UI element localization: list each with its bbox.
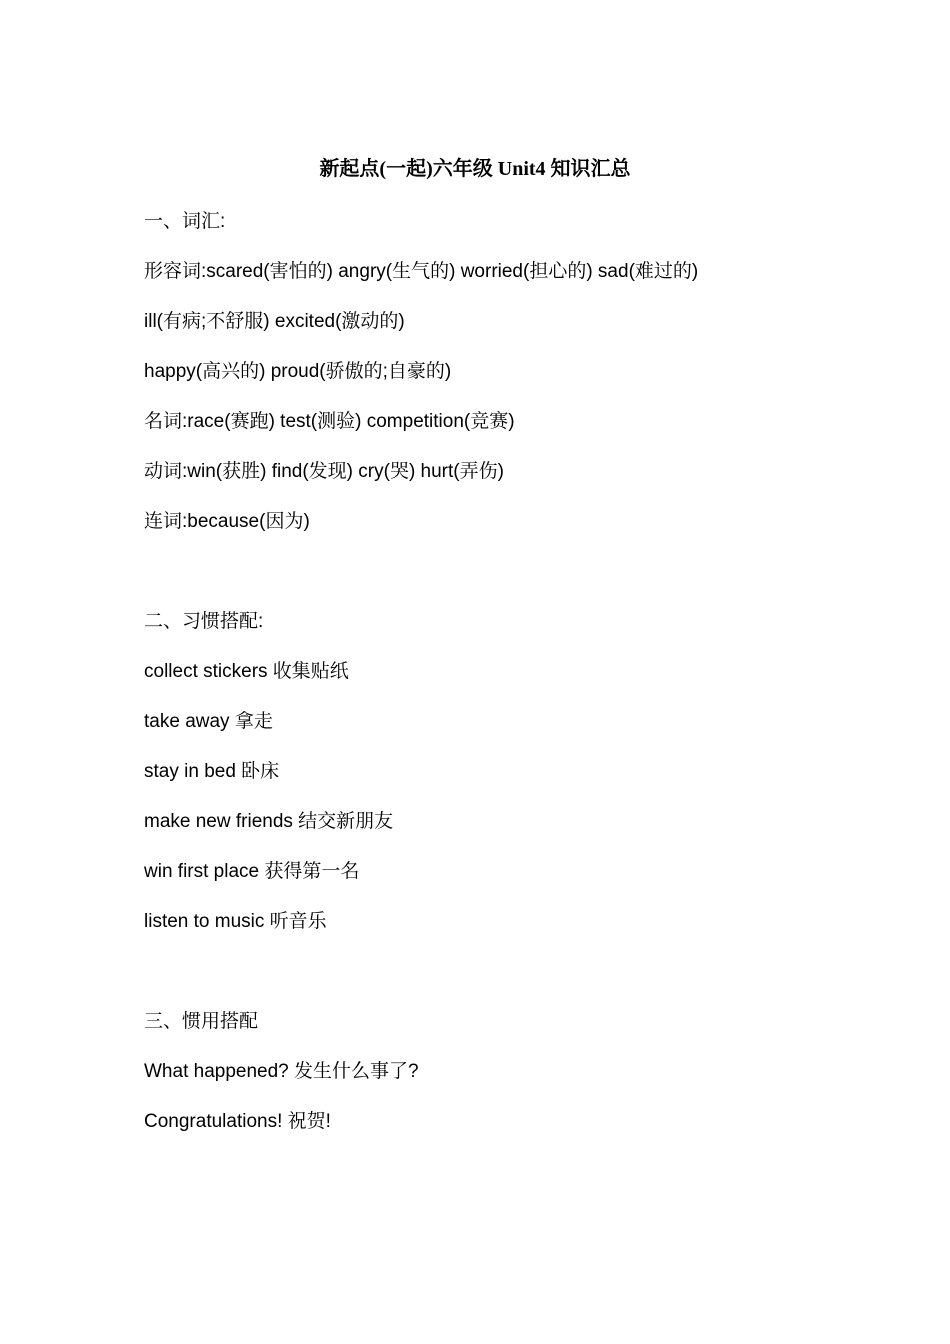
vocab-line: 动词:win(获胜) find(发现) cry(哭) hurt(弄伤) — [144, 461, 504, 482]
section-expressions — [144, 1007, 844, 1137]
phrase-line: stay in bed 卧床 — [144, 761, 280, 782]
vocab-line: 连词:because(因为) — [144, 511, 310, 532]
section-heading: 三、惯用搭配 — [144, 1011, 259, 1032]
section-heading: 一、词汇: — [144, 211, 226, 232]
section-spacer — [144, 957, 844, 1007]
phrase-line: take away 拿走 — [144, 711, 273, 732]
document-title: 新起点(一起)六年级 Unit4 知识汇总 — [319, 158, 631, 180]
phrase-line: win first place 获得第一名 — [144, 861, 360, 882]
section-heading: 二、习惯搭配: — [144, 611, 264, 632]
section-spacer — [144, 557, 844, 607]
section-vocabulary — [144, 207, 844, 537]
expression-line: Congratulations! 祝贺! — [144, 1111, 331, 1132]
vocab-line: ill(有病;不舒服) excited(激动的) — [144, 311, 405, 332]
document-body — [144, 207, 844, 1157]
vocab-line: 形容词:scared(害怕的) angry(生气的) worried(担心的) sad(难过的) — [144, 261, 699, 282]
phrase-line: listen to music 听音乐 — [144, 911, 327, 932]
expression-line: What happened? 发生什么事了? — [144, 1061, 419, 1082]
vocab-line: happy(高兴的) proud(骄傲的;自豪的) — [144, 361, 452, 382]
section-collocations — [144, 607, 844, 937]
phrase-line: make new friends 结交新朋友 — [144, 811, 394, 832]
vocab-line: 名词:race(赛跑) test(测验) competition(竞赛) — [144, 411, 515, 432]
phrase-line: collect stickers 收集贴纸 — [144, 661, 349, 682]
